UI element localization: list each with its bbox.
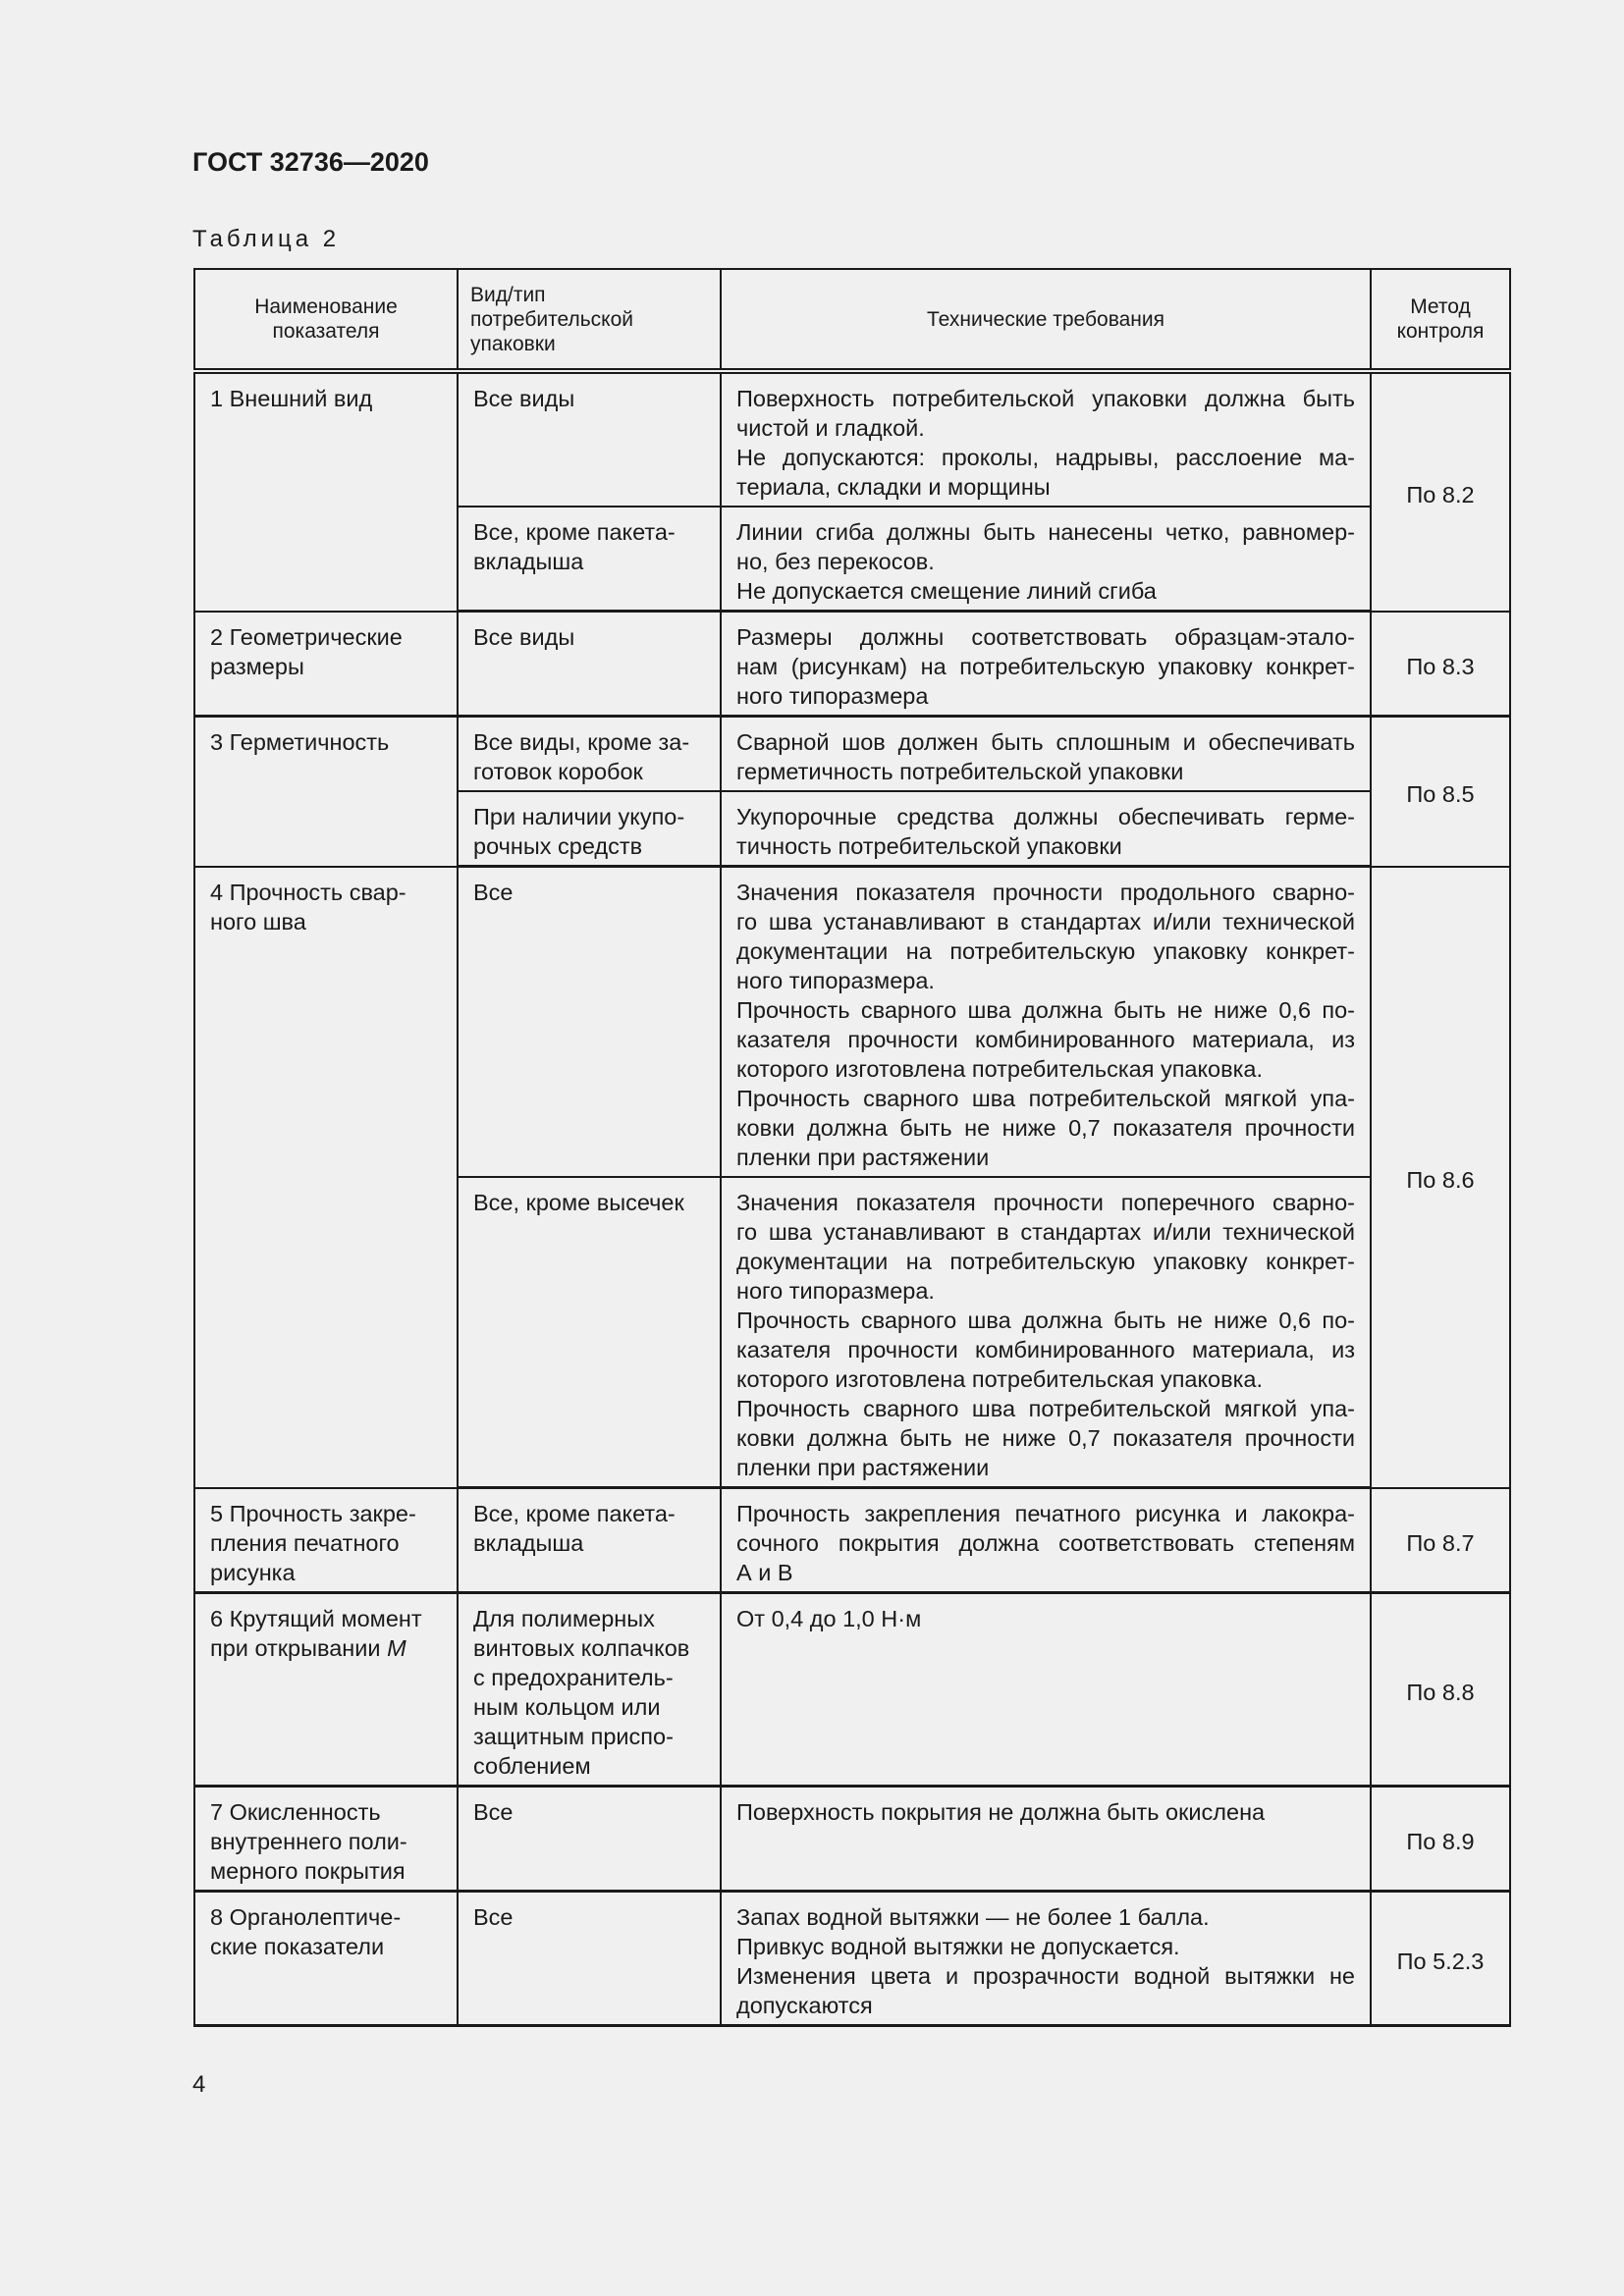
cell-control-method: По 8.7 — [1371, 1488, 1510, 1593]
requirement-line: Укупорочные средства должны обеспечивать герме- — [736, 804, 1355, 829]
requirement-line: Не допускается смещение линий сгиба — [736, 578, 1157, 604]
table-row — [194, 612, 1510, 717]
requirement-line: Размеры должны соответствовать образцам-этало- — [736, 624, 1355, 650]
requirement-line: Изменения цвета и прозрачности водной вытяжки не — [736, 1963, 1355, 1989]
cell-packaging-type: Все, кроме пакета-вкладыша — [458, 1488, 721, 1593]
cell-control-method: По 8.6 — [1371, 867, 1510, 1488]
cell-indicator: 7 Окисленность внутреннего поли-мерного покрытия — [194, 1787, 458, 1892]
cell-packaging-type: Все — [458, 1787, 721, 1892]
cell-requirements — [721, 612, 1371, 717]
requirement-line: документации на потребительскую упаковку конкрет- — [736, 938, 1355, 964]
requirement-line: допускаются — [736, 1993, 873, 2018]
cell-requirements — [721, 507, 1371, 612]
requirement-line: герметичность потребительской упаковки — [736, 759, 1184, 784]
table-row — [194, 371, 1510, 507]
indicator-text: 6 Крутящий момент при открывании — [210, 1606, 422, 1661]
cell-packaging-type: Все — [458, 867, 721, 1178]
cell-control-method: По 8.2 — [1371, 371, 1510, 612]
requirement-line: но, без перекосов. — [736, 549, 935, 574]
requirement-line: пленки при растяжении — [736, 1455, 990, 1480]
requirement-line: сочного покрытия должна соответствовать степеням — [736, 1530, 1355, 1556]
requirement-line: Прочность сварного шва потребительской мягкой упа- — [736, 1086, 1355, 1111]
cell-requirements — [721, 717, 1371, 792]
requirement-line: Значения показателя прочности поперечного сварно- — [736, 1190, 1355, 1215]
cell-requirements — [721, 1787, 1371, 1892]
cell-indicator: 4 Прочность свар-ного шва — [194, 867, 458, 1488]
cell-indicator: 1 Внешний вид — [194, 371, 458, 612]
cell-requirements — [721, 1593, 1371, 1787]
table-caption: Таблица 2 — [192, 226, 341, 252]
requirement-line: териала, складки и морщины — [736, 474, 1051, 500]
indicator-variable: М — [387, 1635, 406, 1661]
table-row — [194, 1593, 1510, 1787]
requirement-line: Прочность сварного шва должна быть не ниже 0,6 по- — [736, 997, 1355, 1023]
cell-packaging-type: Все виды — [458, 371, 721, 507]
cell-packaging-type: Все, кроме высечек — [458, 1177, 721, 1488]
requirement-line: Привкус водной вытяжки не допускается. — [736, 1934, 1180, 1959]
table-row — [194, 1892, 1510, 2026]
requirements-table — [193, 268, 1511, 2027]
cell-control-method: По 8.3 — [1371, 612, 1510, 717]
cell-control-method: По 5.2.3 — [1371, 1892, 1510, 2026]
requirement-line: Прочность закрепления печатного рисунка и лакокра- — [736, 1501, 1355, 1526]
page-number: 4 — [192, 2071, 206, 2098]
requirement-line: Значения показателя прочности продольного сварно- — [736, 880, 1355, 905]
requirement-line: Поверхность покрытия не должна быть окислена — [736, 1799, 1266, 1825]
cell-packaging-type: Все виды — [458, 612, 721, 717]
requirement-line: Прочность сварного шва потребительской мягкой упа- — [736, 1396, 1355, 1421]
requirement-line: Запах водной вытяжки — не более 1 балла. — [736, 1904, 1210, 1930]
requirement-line: казателя прочности комбинированного материала, из — [736, 1027, 1355, 1052]
requirement-line: ного типоразмера — [736, 683, 929, 709]
cell-control-method: По 8.5 — [1371, 717, 1510, 867]
requirement-line: чистой и гладкой. — [736, 415, 925, 441]
requirement-line: ковки должна быть не ниже 0,7 показателя прочности — [736, 1425, 1355, 1451]
cell-requirements — [721, 1177, 1371, 1488]
requirement-line: Сварной шов должен быть сплошным и обеспечивать — [736, 729, 1355, 755]
requirement-line: Линии сгиба должны быть нанесены четко, равномер- — [736, 519, 1355, 545]
table-row — [194, 1488, 1510, 1593]
requirement-line: А и В — [736, 1560, 793, 1585]
cell-requirements — [721, 1892, 1371, 2026]
requirement-line: го шва устанавливают в стандартах и/или технической — [736, 1219, 1355, 1245]
table-row — [194, 1787, 1510, 1892]
cell-indicator — [194, 1593, 458, 1787]
cell-packaging-type: Для полимерных винтовых колпачков с предохранитель-ным кольцом или защитным приспо-соблением — [458, 1593, 721, 1787]
header-indicator: Наименование показателя — [194, 269, 458, 371]
header-packaging-type: Вид/тип потребительской упаковки — [458, 269, 721, 371]
requirement-line: Не допускаются: проколы, надрывы, расслоение ма- — [736, 445, 1355, 470]
cell-indicator: 3 Герметичность — [194, 717, 458, 867]
cell-indicator: 2 Геометрические размеры — [194, 612, 458, 717]
cell-packaging-type: Все, кроме пакета-вкладыша — [458, 507, 721, 612]
document-code: ГОСТ 32736—2020 — [192, 147, 429, 177]
requirement-line: Прочность сварного шва должна быть не ниже 0,6 по- — [736, 1308, 1355, 1333]
cell-requirements — [721, 371, 1371, 507]
cell-packaging-type: При наличии укупо-рочных средств — [458, 791, 721, 867]
header-technical-requirements: Технические требования — [721, 269, 1371, 371]
cell-control-method: По 8.9 — [1371, 1787, 1510, 1892]
table-row — [194, 717, 1510, 792]
requirement-line: ковки должна быть не ниже 0,7 показателя прочности — [736, 1115, 1355, 1141]
cell-requirements — [721, 1488, 1371, 1593]
requirement-line: От 0,4 до 1,0 Н·м — [736, 1606, 922, 1631]
requirement-line: казателя прочности комбинированного материала, из — [736, 1337, 1355, 1362]
requirement-line: документации на потребительскую упаковку конкрет- — [736, 1249, 1355, 1274]
cell-control-method: По 8.8 — [1371, 1593, 1510, 1787]
cell-packaging-type: Все виды, кроме за-готовок коробок — [458, 717, 721, 792]
cell-requirements — [721, 791, 1371, 867]
requirement-line: Поверхность потребительской упаковки должна быть — [736, 386, 1355, 411]
requirement-line: ного типоразмера. — [736, 968, 935, 993]
cell-packaging-type: Все — [458, 1892, 721, 2026]
requirement-line: которого изготовлена потребительская упаковка. — [736, 1366, 1264, 1392]
cell-requirements — [721, 867, 1371, 1178]
cell-indicator: 8 Органолептиче-ские показатели — [194, 1892, 458, 2026]
table-header-row — [194, 269, 1510, 371]
cell-indicator: 5 Прочность закре-пления печатного рисунка — [194, 1488, 458, 1593]
requirement-line: го шва устанавливают в стандартах и/или технической — [736, 909, 1355, 934]
table-row — [194, 867, 1510, 1178]
requirement-line: тичность потребительской упаковки — [736, 833, 1122, 859]
requirement-line: пленки при растяжении — [736, 1145, 990, 1170]
requirement-line: ного типоразмера. — [736, 1278, 935, 1304]
header-control-method: Метод контроля — [1371, 269, 1510, 371]
requirement-line: которого изготовлена потребительская упаковка. — [736, 1056, 1264, 1082]
requirement-line: нам (рисункам) на потребительскую упаковку конкрет- — [736, 654, 1355, 679]
